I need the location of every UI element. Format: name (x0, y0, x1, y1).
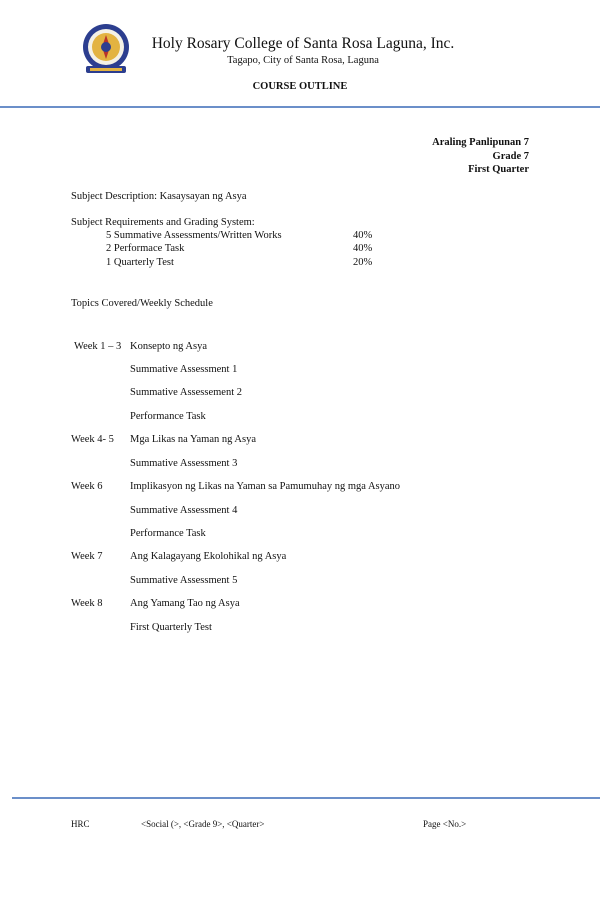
schedule-item: Konsepto ng Asya (130, 341, 207, 352)
grading-heading: Subject Requirements and Grading System: (71, 217, 255, 228)
grading-item-label: 5 Summative Assessments/Written Works (106, 230, 282, 241)
course-subject: Araling Panlipunan 7 (432, 137, 529, 148)
topics-heading: Topics Covered/Weekly Schedule (71, 298, 213, 309)
schedule-week-label: Week 7 (71, 551, 103, 562)
grading-item-label: 2 Performace Task (106, 243, 185, 254)
schedule-item: First Quarterly Test (130, 622, 212, 633)
schedule-item: Performance Task (130, 528, 206, 539)
schedule-week-label: Week 6 (71, 481, 103, 492)
footer-middle: <Social (>, <Grade 9>, <Quarter> (141, 819, 265, 829)
footer-page-number: Page <No.> (423, 819, 467, 829)
schedule-item: Ang Kalagayang Ekolohikal ng Asya (130, 551, 287, 562)
school-address: Tagapo, City of Santa Rosa, Laguna (227, 55, 379, 66)
schedule-item: Summative Assessment 5 (130, 575, 238, 586)
course-grade: Grade 7 (492, 150, 529, 162)
course-quarter: First Quarter (468, 164, 529, 175)
grading-item-percent: 40% (353, 243, 373, 254)
school-name: Holy Rosary College of Santa Rosa Laguna, Inc. (151, 35, 455, 52)
footer-divider (12, 797, 600, 799)
schedule-item: Ang Yamang Tao ng Asya (130, 598, 240, 609)
schedule-item: Summative Assessement 2 (130, 387, 242, 398)
schedule-item: Implikasyon ng Likas na Yaman sa Pamumuhay ng mga Asyano (130, 481, 401, 492)
schedule-week-label: Week 4- 5 (71, 434, 114, 445)
schedule-item: Summative Assessment 1 (130, 364, 238, 375)
subject-description: Subject Description: Kasaysayan ng Asya (71, 191, 247, 202)
course-info (432, 136, 529, 177)
schedule-week-label: Week 8 (71, 598, 103, 609)
school-seal-icon (80, 22, 132, 78)
schedule-item: Mga Likas na Yaman ng Asya (130, 434, 256, 445)
schedule-item: Summative Assessment 4 (130, 505, 238, 516)
schedule-item: Performance Task (130, 411, 206, 422)
document-header (148, 34, 458, 68)
document-title: COURSE OUTLINE (252, 81, 348, 92)
grading-item-percent: 20% (353, 257, 373, 268)
schedule-item: Summative Assessment 3 (130, 458, 238, 469)
header-divider (0, 106, 600, 108)
grading-item-label: 1 Quarterly Test (106, 257, 174, 268)
grading-item-percent: 40% (353, 230, 373, 241)
schedule-week-label: Week 1 – 3 (74, 341, 122, 352)
footer-left: HRC (71, 819, 90, 829)
